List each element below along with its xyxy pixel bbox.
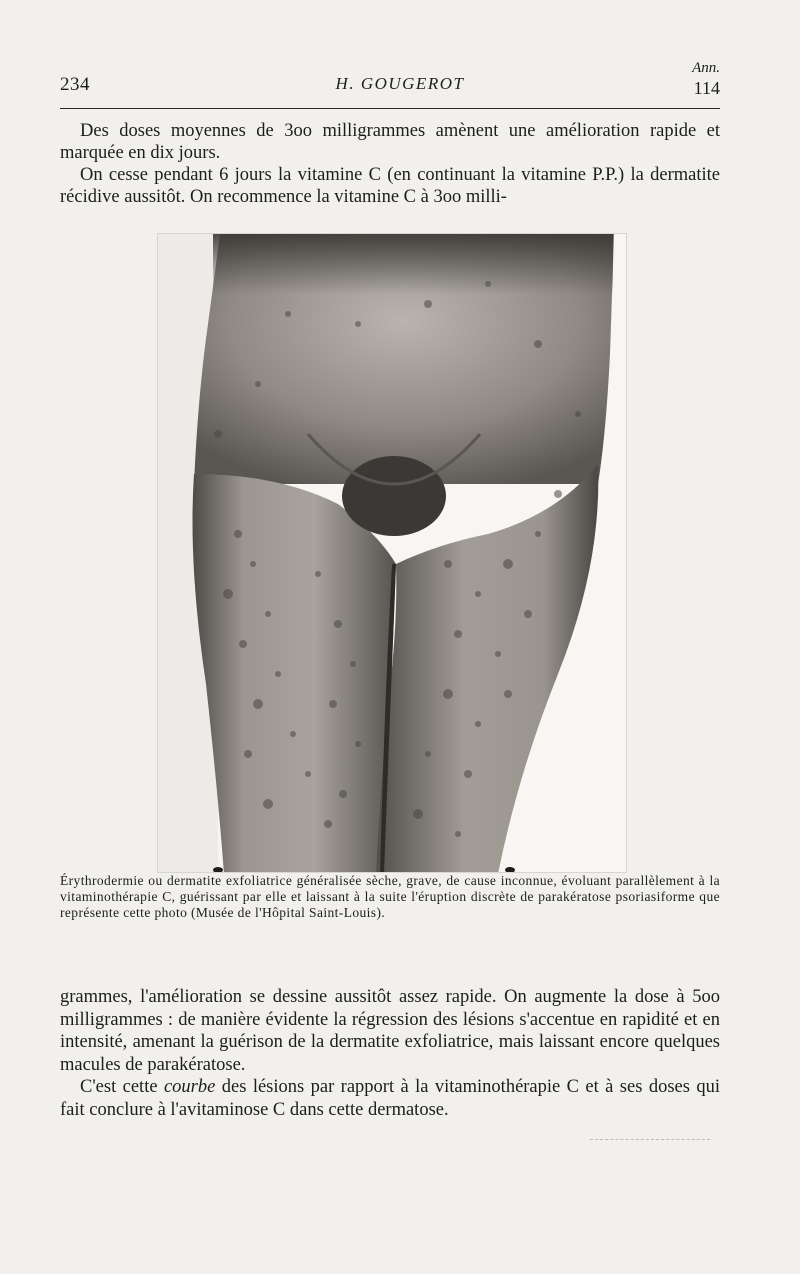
scan-artifact-dashes <box>590 1139 710 1141</box>
intro-paragraph-2 <box>60 164 720 208</box>
running-head: H. GOUGEROT <box>335 74 465 93</box>
clinical-photograph <box>157 233 627 873</box>
page-header <box>0 0 800 115</box>
page-number: 234 <box>60 74 90 95</box>
journal-volume: 114 <box>693 78 720 98</box>
conclusion-paragraph-1 <box>60 986 720 1121</box>
caption-text: Érythrodermie ou dermatite exfoliatrice généralisée sèche, grave, de cause inconnue, évoluant parallèlement à la vitaminothérapie C, guérissant par elle et laissant à la suite l'éruption discrète de parakératose psoriasiforme que représente cette photo (Musée de l'Hôpital Saint-Louis). <box>60 873 720 920</box>
conclusion-text-2b: des lésions par rapport à la vitaminothérapie C et à ses doses qui fait conclure à l'avitaminose C dans cette dermatose. <box>60 1077 720 1120</box>
conclusion-text-1: grammes, l'amélioration se dessine aussitôt assez rapide. On augmente la dose à 5oo milligrammes : de manière évidente la régression des lésions s'accentue en rapidité et en intensité, amenant la guérison de la dermatite exfoliatrice, mais laissant encore quelques macules de parakératose. <box>60 987 720 1075</box>
conclusion-text-2a: C'est cette <box>80 1077 164 1097</box>
journal-abbrev: Ann. <box>692 60 720 76</box>
intro-paragraph-1 <box>60 120 720 164</box>
conclusion-emphasis: courbe <box>163 1077 216 1097</box>
intro-text-1: Des doses moyennes de 3oo milligrammes amènent une amélioration rapide et marquée en dix jours. <box>60 121 720 163</box>
intro-text-2: On cesse pendant 6 jours la vitamine C (en continuant la vitamine P.P.) la dermatite récidive aussitôt. On recommence la vitamine C à 3oo milli- <box>60 165 720 207</box>
figure-caption <box>60 873 720 921</box>
header-rule <box>60 108 720 109</box>
photograph-illustration <box>158 234 627 873</box>
